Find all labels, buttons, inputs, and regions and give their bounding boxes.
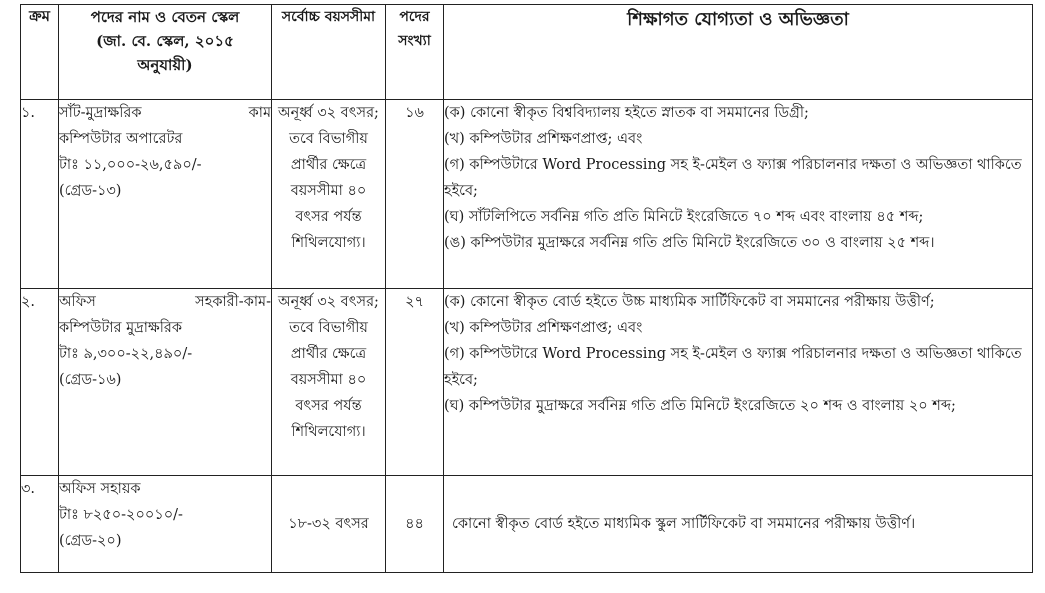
row-serial: ১. [21,100,59,289]
job-circular-table [20,4,1033,573]
post-line: (গ্রেড-১৬) [59,372,122,388]
qualification-item: (ঘ) সাঁটলিপিতে সর্বনিম্ন গতি প্রতি মিনিটে ইংরেজিতে ৭০ শব্দ এবং বাংলায় ৪৫ শব্দ; [444,209,924,225]
age-line: প্রার্থীর ক্ষেত্রে [290,346,367,362]
row-post-count: ১৬ [386,100,444,289]
post-line: কম্পিউটার অপারেটর [59,131,183,147]
qualification-item: (ঘ) কম্পিউটার মুদ্রাক্ষরে সর্বনিম্ন গতি প্রতি মিনিটে ইংরেজিতে ২০ শব্দ ও বাংলায় ২০ শব্দ; [444,398,956,414]
age-line: বৎসর পর্যন্ত [295,209,362,225]
post-line: কম্পিউটার মুদ্রাক্ষরিক [59,320,182,336]
header-post-name [59,5,272,100]
post-line: (গ্রেড-১৩) [59,183,122,199]
age-line: অনূর্ধ্ব ৩২ বৎসর; [278,105,379,121]
row-serial: ২. [21,289,59,476]
qualification-item: কোনো স্বীকৃত বোর্ড হইতে মাধ্যমিক স্কুল সার্টিফিকেট বা সমমানের পরীক্ষায় উত্তীর্ণ। [452,516,916,532]
row-max-age [272,476,386,573]
header-row [21,5,1033,100]
post-line: টাঃ ৯,৩০০-২২,৪৯০/- [59,346,193,362]
header-count-line2: সংখ্যা [398,33,431,49]
age-line: ১৮-৩২ বৎসর [288,516,369,532]
header-post-line1: পদের নাম ও বেতন স্কেল [90,8,240,26]
header-qualification: শিক্ষাগত যোগ্যতা ও অভিজ্ঞতা [444,5,1033,100]
age-line: বয়সসীমা ৪০ [290,372,367,388]
qualification-item: (খ) কম্পিউটার প্রশিক্ষণপ্রাপ্ত; এবং [444,320,643,336]
row-post-name [59,289,272,476]
table-body [21,100,1033,573]
row-post-name [59,476,272,573]
row-qualifications [444,476,1033,573]
table-row [21,100,1033,289]
qualification-item: (গ) কম্পিউটারে Word Processing সহ ই-মেইল ও ফ্যাক্স পরিচালনার দক্ষতা ও অভিজ্ঞতা থাকিতে হইবে; [444,157,1022,199]
table-row [21,289,1033,476]
header-count-line1: পদের [399,9,430,25]
row-max-age [272,100,386,289]
age-line: শিথিলযোগ্য। [291,235,366,251]
qualification-item: (ক) কোনো স্বীকৃত বোর্ড হইতে উচ্চ মাধ্যমিক সার্টিফিকেট বা সমমানের পরীক্ষায় উত্তীর্ণ; [444,294,935,310]
qualification-item: (ঙ) কম্পিউটার মুদ্রাক্ষরে সর্বনিম্ন গতি প্রতি মিনিটে ইংরেজিতে ৩০ ও বাংলায় ২৫ শব্দ। [444,235,935,251]
post-line: (গ্রেড-২০) [59,533,122,549]
age-line: তবে বিভাগীয় [289,320,368,336]
post-line: অফিস সহায়ক [59,481,141,497]
post-line: অফিস সহকারী-কাম- [59,294,271,310]
row-post-count: ৪৪ [386,476,444,573]
header-post-line3: অনুযায়ী) [137,56,193,74]
row-max-age [272,289,386,476]
age-line: শিথিলযোগ্য। [291,424,366,440]
age-line: তবে বিভাগীয় [289,131,368,147]
header-serial: ক্রম [21,5,59,100]
post-line: সাঁট-মুদ্রাক্ষরিক কাম [59,105,271,121]
age-line: বৎসর পর্যন্ত [295,398,362,414]
header-max-age: সর্বোচ্চ বয়সসীমা [272,5,386,100]
header-post-line2: (জা. বে. স্কেল, ২০১৫ [96,32,234,50]
table-row [21,476,1033,573]
row-post-count: ২৭ [386,289,444,476]
row-serial: ৩. [21,476,59,573]
row-qualifications [444,100,1033,289]
header-post-count [386,5,444,100]
age-line: প্রার্থীর ক্ষেত্রে [290,157,367,173]
qualification-item: (ক) কোনো স্বীকৃত বিশ্ববিদ্যালয় হইতে স্নাতক বা সমমানের ডিগ্রী; [444,105,809,121]
post-line: টাঃ ৮২৫০-২০০১০/- [59,507,183,523]
age-line: বয়সসীমা ৪০ [290,183,367,199]
table-header [21,5,1033,100]
row-qualifications [444,289,1033,476]
qualification-item: (গ) কম্পিউটারে Word Processing সহ ই-মেইল ও ফ্যাক্স পরিচালনার দক্ষতা ও অভিজ্ঞতা থাকিতে হইবে; [444,346,1022,388]
row-post-name [59,100,272,289]
qualification-item: (খ) কম্পিউটার প্রশিক্ষণপ্রাপ্ত; এবং [444,131,643,147]
age-line: অনূর্ধ্ব ৩২ বৎসর; [278,294,379,310]
post-line: টাঃ ১১,০০০-২৬,৫৯০/- [59,157,202,173]
